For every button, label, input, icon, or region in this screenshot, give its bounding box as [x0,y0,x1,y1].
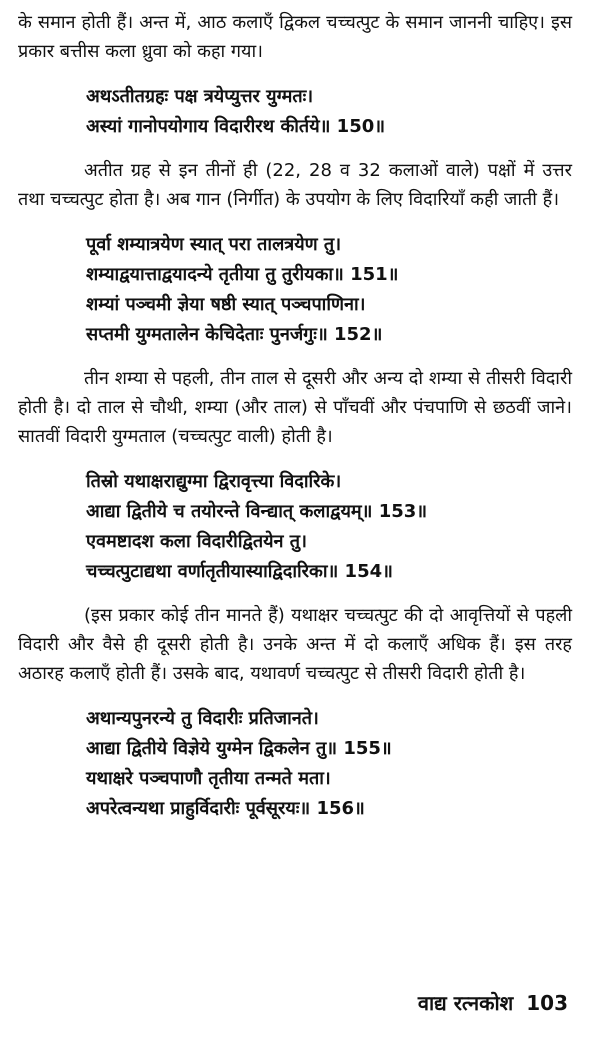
verse-line: सप्तमी युग्मतालेन केचिदेताः पुनर्जगुः॥ 152॥ [86,324,383,345]
book-title: वाद्य रत्नकोश [417,991,514,1015]
page-footer [418,989,568,1016]
verse-153-154 [18,467,572,587]
paragraph-translation-152: तीन शम्या से पहली, तीन ताल से दूसरी और अन्य दो शम्या से तीसरी विदारी होती है। दो ताल से चौथी, शम्या (और ताल) से पाँचवीं और पंचपाणि से छठवीं जाने। सातवीं विदारी युग्मताल (चच्चत्पुट वाली) होती है। [18,368,572,447]
verse-line: आद्या द्वितीये च तयोरन्ते विन्द्यात् कलाद्वयम्॥ 153॥ [86,501,428,522]
verse-line: अस्यां गानोपयोगाय विदारीरथ कीर्तये॥ 150॥ [86,116,386,137]
verse-line: चच्चत्पुटाद्यथा वर्णातृतीयास्याद्विदारिका॥ 154॥ [86,561,393,582]
verse-line: पूर्वा शम्यात्रयेण स्यात् परा तालत्रयेण तु। [86,234,342,255]
verse-line: अथऽतीतग्रहः पक्ष त्रयेप्युत्तर युग्मतः। [86,86,314,107]
verse-line: यथाक्षरे पञ्चपाणौ तृतीया तन्मते मता। [86,768,331,789]
verse-line: अपरेत्वन्यथा प्राहुर्विदारीः पूर्वसूरयः॥ 156॥ [86,798,365,819]
spacer [18,214,572,230]
verse-line: अथान्यपुनरन्ये तु विदारीः प्रतिजानते। [86,708,319,729]
verse-line: आद्या द्वितीये विज्ञेये युग्मेन द्विकलेन तु॥ 155॥ [86,738,392,759]
spacer [18,66,572,82]
spacer [18,142,572,156]
page-number: 103 [526,991,568,1015]
verse-155-156 [18,704,572,824]
spacer [18,587,572,601]
paragraph-continued: के समान होती हैं। अन्त में, आठ कलाएँ द्विकल चच्चत्पुट के समान जाननी चाहिए। इस प्रकार बत्तीस कला ध्रुवा को कहा गया। [18,12,572,62]
verse-line: शम्यां पञ्चमी ज्ञेया षष्ठी स्यात् पञ्चपाणिना। [86,294,366,315]
paragraph-translation-150: अतीत ग्रह से इन तीनों ही (22, 28 व 32 कलाओं वाले) पक्षों में उत्तर तथा चच्चत्पुट होता है। अब गान (निर्गीत) के उपयोग के लिए विदारियाँ कही जाती हैं। [18,160,572,210]
verse-line: एवमष्टादश कला विदारीद्वितयेन तु। [86,531,307,552]
spacer [18,688,572,704]
verse-line: शम्याद्वयात्ताद्वयादन्ये तृतीया तु तुरीयका॥ 151॥ [86,264,399,285]
verse-151-152 [18,230,572,350]
spacer [18,451,572,467]
verse-150 [18,82,572,142]
spacer [18,350,572,364]
verse-line: तिस्रो यथाक्षराद्युग्मा द्विरावृत्त्या विदारिके। [86,471,342,492]
paragraph-translation-154: (इस प्रकार कोई तीन मानते हैं) यथाक्षर चच्चत्पुट की दो आवृत्तियों से पहली विदारी और वैसे ही दूसरी होती है। उनके अन्त में दो कलाएँ अधिक हैं। इस तरह अठारह कलाएँ होती हैं। उसके बाद, यथावर्ण चच्चत्पुट से तीसरी विदारी होती है। [18,605,572,684]
